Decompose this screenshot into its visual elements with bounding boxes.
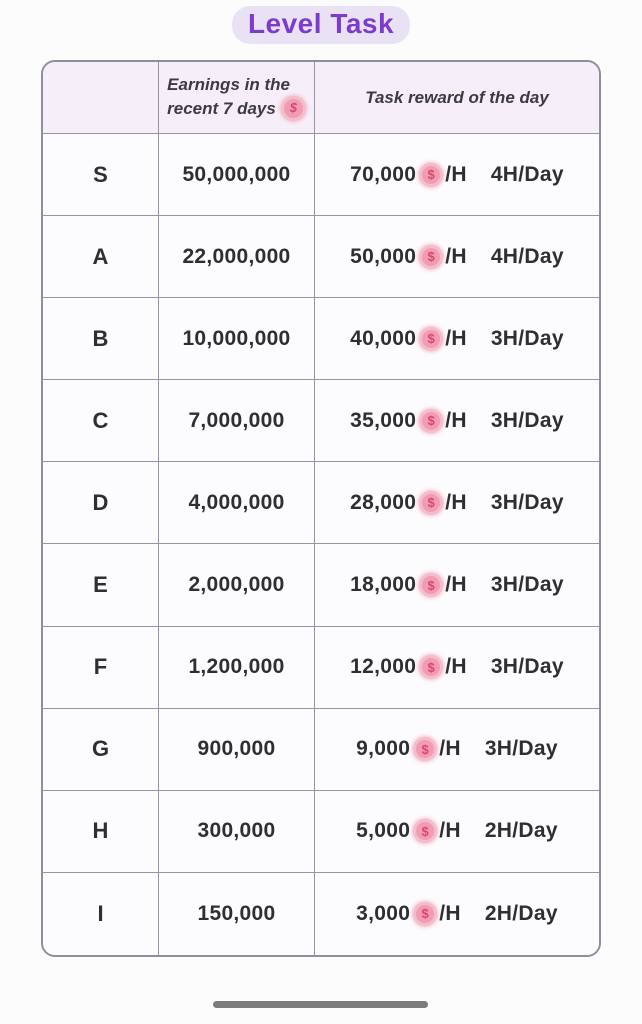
coin-icon: $: [413, 902, 437, 926]
level-cell: [43, 380, 159, 462]
reward-rate: 3,000: [356, 901, 411, 925]
reward-cell: [315, 298, 599, 380]
reward-cell: [315, 380, 599, 462]
level-label: F: [93, 654, 108, 680]
earnings-cell: [159, 873, 315, 955]
reward-per: /H: [439, 737, 461, 761]
reward-cell: [315, 791, 599, 873]
level-label: S: [93, 161, 108, 187]
reward-daily: 4H/Day: [490, 162, 564, 186]
reward-per: /H: [445, 490, 467, 514]
coin-icon: $: [413, 737, 437, 761]
level-label: D: [92, 489, 109, 515]
header-earnings-label: [167, 74, 306, 120]
earnings-cell: [159, 216, 315, 298]
header-level-cell: [43, 62, 159, 134]
level-cell: [43, 216, 159, 298]
earnings-cell: [159, 544, 315, 626]
earnings-cell: [159, 380, 315, 462]
reward-cell: [315, 627, 599, 709]
reward-rate: 70,000: [350, 162, 417, 186]
coin-icon: $: [419, 245, 443, 269]
reward-per: /H: [445, 573, 467, 597]
reward-daily: 3H/Day: [490, 573, 564, 597]
reward-daily: 2H/Day: [484, 819, 558, 843]
reward-daily: 3H/Day: [484, 737, 558, 761]
reward-cell: [315, 462, 599, 544]
earnings-cell: [159, 134, 315, 216]
reward-rate: 28,000: [350, 490, 417, 514]
earnings-value: 1,200,000: [188, 655, 285, 679]
level-cell: [43, 462, 159, 544]
level-label: C: [92, 407, 109, 433]
level-cell: [43, 298, 159, 380]
reward-cell: [315, 873, 599, 955]
earnings-value: 22,000,000: [182, 244, 291, 268]
home-indicator-bar[interactable]: [213, 1001, 428, 1008]
reward-cell: [315, 134, 599, 216]
reward-daily: 3H/Day: [490, 326, 564, 350]
level-cell: [43, 873, 159, 955]
coin-icon: $: [419, 409, 443, 433]
coin-icon: $: [419, 655, 443, 679]
coin-icon: $: [419, 163, 443, 187]
earnings-value: 150,000: [197, 901, 276, 925]
earnings-cell: [159, 627, 315, 709]
reward-per: /H: [445, 244, 467, 268]
coin-icon: $: [419, 327, 443, 351]
earnings-cell: [159, 791, 315, 873]
coin-icon: $: [419, 573, 443, 597]
earnings-value: 10,000,000: [182, 326, 291, 350]
level-label: H: [92, 818, 109, 844]
level-cell: [43, 134, 159, 216]
reward-rate: 5,000: [356, 819, 411, 843]
reward-per: /H: [439, 901, 461, 925]
reward-daily: 3H/Day: [490, 408, 564, 432]
earnings-value: 4,000,000: [188, 490, 285, 514]
reward-rate: 12,000: [350, 655, 417, 679]
reward-daily: 4H/Day: [490, 244, 564, 268]
earnings-cell: [159, 709, 315, 791]
level-label: I: [97, 900, 104, 926]
reward-per: /H: [445, 162, 467, 186]
header-reward-label: Task reward of the day: [365, 87, 549, 107]
level-cell: [43, 627, 159, 709]
reward-cell: [315, 216, 599, 298]
level-label: G: [91, 736, 110, 762]
header-earnings-line2: recent 7 days: [167, 98, 276, 118]
earnings-value: 300,000: [197, 819, 276, 843]
reward-per: /H: [439, 819, 461, 843]
earnings-cell: [159, 462, 315, 544]
coin-icon: $: [281, 96, 306, 121]
reward-rate: 50,000: [350, 244, 417, 268]
earnings-cell: [159, 298, 315, 380]
reward-per: /H: [445, 326, 467, 350]
reward-daily: 3H/Day: [490, 490, 564, 514]
reward-cell: [315, 544, 599, 626]
level-label: A: [92, 243, 109, 269]
level-cell: [43, 544, 159, 626]
level-task-table: [41, 60, 601, 957]
earnings-value: 7,000,000: [188, 408, 285, 432]
level-label: B: [92, 325, 109, 351]
reward-rate: 18,000: [350, 573, 417, 597]
reward-rate: 35,000: [350, 408, 417, 432]
earnings-value: 900,000: [197, 737, 276, 761]
level-cell: [43, 709, 159, 791]
header-earnings-line1: Earnings in the: [167, 75, 290, 95]
reward-daily: 3H/Day: [490, 655, 564, 679]
level-cell: [43, 791, 159, 873]
page-title: Level Task: [232, 6, 410, 44]
reward-cell: [315, 709, 599, 791]
coin-icon: $: [419, 491, 443, 515]
earnings-value: 50,000,000: [182, 162, 291, 186]
reward-per: /H: [445, 408, 467, 432]
page-title-wrap: [0, 6, 642, 44]
header-earnings-cell: [159, 62, 315, 134]
reward-daily: 2H/Day: [484, 901, 558, 925]
header-reward-cell: [315, 62, 599, 134]
reward-rate: 9,000: [356, 737, 411, 761]
reward-rate: 40,000: [350, 326, 417, 350]
earnings-value: 2,000,000: [188, 573, 285, 597]
reward-per: /H: [445, 655, 467, 679]
coin-icon: $: [413, 819, 437, 843]
level-label: E: [93, 572, 108, 598]
